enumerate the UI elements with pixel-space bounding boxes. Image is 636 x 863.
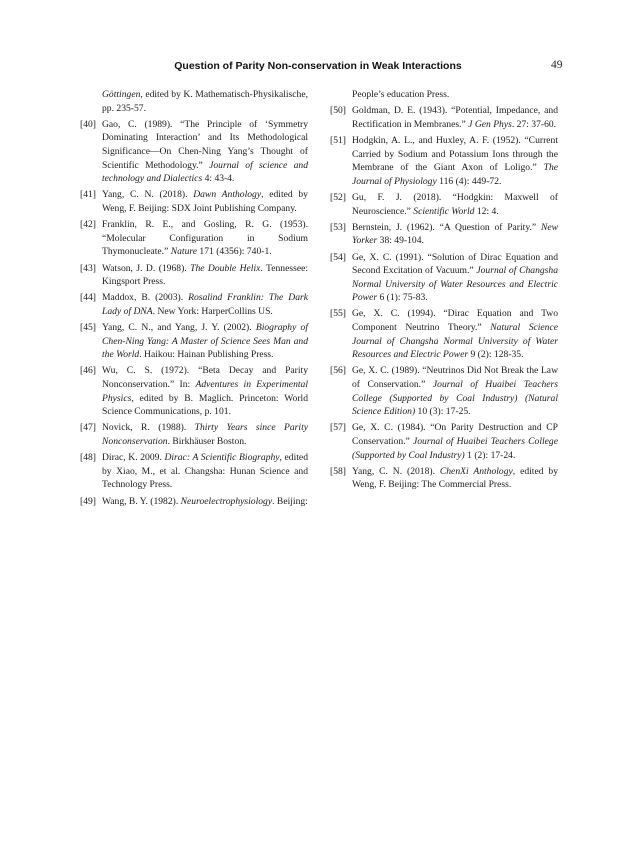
reference-italic: ChenXi Anthology [439,465,513,477]
reference-text: People’s education Press. [352,89,450,100]
reference-body [352,364,558,418]
reference-body [352,421,558,462]
reference-italic: Nature [170,246,198,258]
reference-number: [40] [80,118,96,130]
reference-body [102,495,308,509]
reference-text: Gu, F. J. (2018). “Hodgkin: Maxwell of Neuroscience.” [352,191,558,217]
reference-italic: Natural Science Journal of Changsha Normal University of Water Resources and Electric Power [352,322,558,361]
reference-body [352,134,558,188]
reference-text: 9 (2): 128-35. [468,349,524,361]
reference-italic: New Yorker [352,221,558,247]
reference-text: Yang, C. N. (2018). [102,189,194,201]
reference-italic: Dirac: A Scientific Biography [164,452,280,464]
reference-entry [80,451,308,492]
reference-text: Wang, B. Y. (1982). [102,495,181,507]
reference-text: Wu, C. S. (1972). “Beta Decay and Parity Nonconservation.” In: [102,365,308,391]
reference-number: [50] [330,105,346,117]
reference-number: [49] [80,495,96,507]
reference-entry [80,364,308,418]
reference-text: Hodgkin, A. L., and Huxley, A. F. (1952). “Current Carried by Sodium and Potassium Ions through the Membrane of the Giant Axon of Loligo.” [352,134,558,174]
reference-number: [41] [80,189,96,201]
reference-number: [42] [80,219,96,231]
reference-entry [330,307,558,361]
reference-body [352,465,558,492]
reference-body [352,251,558,305]
reference-number: [54] [330,251,346,263]
reference-text: 12: 4. [474,205,499,217]
reference-italic: Biography of Chen-Ning Yang: A Master of Science Sees Man and the World [102,322,308,361]
reference-text: Gao, C. (1989). “The Principle of ‘Symmetry Dominating Interaction’ and Its Methodological Significance—On Chen-Ning Yang’s Thought of Scientific Methodology.” [102,118,308,171]
reference-text: Dirac, K. 2009. [102,452,165,464]
reference-entry [80,321,308,362]
reference-text: , edited by Xiao, M., et al. Changsha: Hunan Science and Technology Press. [102,452,308,491]
reference-text: . Beijing: [272,495,308,507]
reference-body [102,262,308,289]
reference-text: , edited by Weng, F. Beijing: SDX Joint Publishing Company. [102,189,308,214]
reference-entry [80,421,308,448]
reference-body [102,451,308,492]
reference-text: 4: 43-4. [202,173,235,185]
reference-body [102,364,308,418]
reference-text: 6 (1): 75-83. [377,292,428,304]
reference-text: Ge, X. C. (1991). “Solution of Dirac Equation and Second Excitation of Vacuum.” [352,251,558,277]
reference-text: 1 (2): 17-24. [464,449,516,461]
reference-body [102,291,308,318]
reference-entry [80,262,308,289]
reference-body [352,221,558,248]
reference-continuation [330,88,558,102]
reference-entry [80,291,308,318]
reference-entry [330,421,558,462]
reference-number: [46] [80,365,96,377]
reference-body [352,307,558,361]
reference-italic: The Journal of Physiology [352,162,558,187]
reference-italic: Journal of science and technology and Dialectics [102,159,308,185]
reference-number: [47] [80,422,96,434]
reference-number: [55] [330,308,346,320]
running-title: Question of Parity Non-conservation in Weak Interactions [174,60,462,72]
reference-number: [43] [80,262,96,274]
reference-entry [330,465,558,492]
reference-text: . 27: 37-60. [511,118,557,130]
reference-body [102,421,308,448]
reference-text: Watson, J. D. (1968). [102,262,191,274]
reference-entry [330,134,558,188]
reference-number: [56] [330,365,346,377]
reference-body [352,191,558,218]
reference-text: . Birkhäuser Boston. [167,436,247,447]
reference-entry [80,218,308,259]
reference-text: Yang, C. N. (2018). [352,465,440,477]
page-number: 49 [551,59,563,71]
reference-text: , edited by K. Mathematisch-Physikalische, pp. 235-57. [102,89,308,114]
reference-text: Ge, X. C. (1989). “Neutrinos Did Not Break the Law of Conservation.” [352,365,558,391]
reference-body [102,321,308,362]
reference-text: . Tennessee: Kingsport Press. [102,262,308,288]
reference-number: [48] [80,452,96,464]
reference-italic: Journal of Huaibei Teachers College (Supported by Coal Industry) (Natural Science Edition) [352,379,559,418]
reference-text: . New York: HarperCollins US. [152,305,273,317]
reference-italic: Dawn Anthology [193,189,262,201]
reference-column-left [80,88,308,511]
reference-italic: Journal of Huaibei Teachers College (Supported by Coal Industry) [352,436,558,461]
reference-entry [80,495,308,509]
reference-body [352,104,558,131]
reference-number: [53] [330,221,346,233]
reference-text: Franklin, R. E., and Gosling, R. G. (1953). “Molecular Configuration in Sodium Thymonucleate.” [102,219,308,258]
reference-italic: Rosalind Franklin: The Dark Lady of DNA [102,292,308,317]
reference-entry [330,221,558,248]
reference-text: , edited by B. Maglich. Princeton: World Science Communications, p. 101. [102,392,308,418]
reference-entry [80,188,308,215]
reference-number: [58] [330,465,346,477]
reference-text: 171 (4356): 740-1. [197,246,272,258]
reference-number: [57] [330,422,346,434]
reference-entry [330,104,558,131]
reference-italic: Göttingen [102,89,141,100]
reference-entry [330,251,558,305]
reference-italic: Neuroelectrophysiology [180,495,273,507]
reference-text: Ge, X. C. (1994). “Dirac Equation and Two Component Neutrino Theory.” [352,308,558,334]
reference-text: Novick, R. (1988). [102,422,195,434]
reference-number: [44] [80,292,96,304]
reference-text: Goldman, D. E. (1943). “Potential, Impedance, and Rectification in Membranes.” [352,105,558,130]
reference-text: Bernstein, J. (1962). “A Question of Parity.” [352,221,541,233]
reference-body [102,118,308,186]
reference-italic: J Gen Phys [468,118,512,130]
reference-column-right [330,88,558,495]
reference-text: 38: 49-104. [377,235,424,247]
reference-number: [51] [330,134,346,146]
reference-italic: Adventures in Experimental Physics [102,379,308,404]
reference-entry [330,191,558,218]
reference-text: 116 (4): 449-72. [436,175,502,187]
reference-continuation [80,88,308,115]
reference-text: Ge, X. C. (1984). “On Parity Destruction and CP Conservation.” [352,422,558,447]
reference-body [102,218,308,259]
reference-text: Yang, C. N., and Yang, J. Y. (2002). [102,322,256,334]
reference-number: [52] [330,191,346,203]
reference-italic: Scientific World [413,205,475,217]
reference-italic: Thirty Years since Parity Nonconservation [102,422,308,447]
reference-italic: Journal of Changsha Normal University of Water Resources and Electric Power [352,265,558,304]
reference-text: 10 (3): 17-25. [415,406,471,418]
reference-entry [330,364,558,418]
reference-italic: The Double Helix [190,262,261,274]
reference-number: [45] [80,322,96,334]
reference-body [102,188,308,215]
reference-text: . Haikou: Hainan Publishing Press. [139,349,274,361]
reference-text: Maddox, B. (2003). [102,292,189,304]
reference-entry [80,118,308,186]
reference-text: , edited by Weng, F. Beijing: The Commercial Press. [352,465,558,491]
